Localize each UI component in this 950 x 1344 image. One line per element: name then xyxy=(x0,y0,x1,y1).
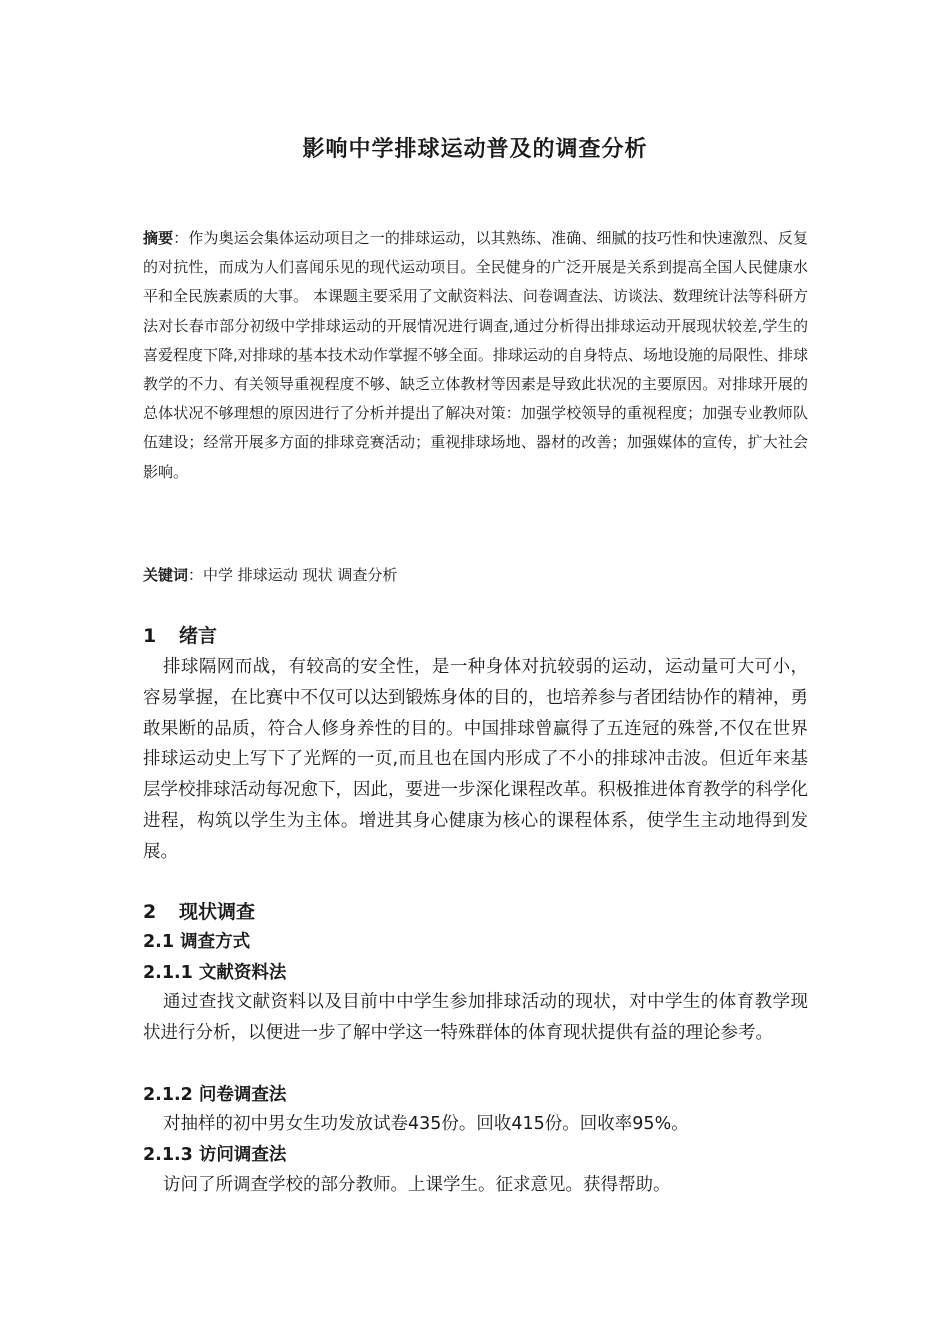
section-1-heading xyxy=(143,622,217,650)
subsection-2-1-2-heading: 2.1.2 问卷调查法 xyxy=(143,1085,287,1105)
subsection-2-1-3-paragraph: 访问了所调查学校的部分教师。上课学生。征求意见。获得帮助。 xyxy=(163,1175,671,1195)
document-title: 影响中学排球运动普及的调查分析 xyxy=(302,137,648,162)
section-1-title: 绪言 xyxy=(179,625,218,647)
keywords-label-separator: ： xyxy=(188,566,204,584)
abstract-paragraph xyxy=(143,224,808,487)
section-2-title: 现状调查 xyxy=(179,901,256,923)
abstract-text: 作为奥运会集体运动项目之一的排球运动，以其熟练、准确、细腻的技巧性和快速激烈、反复的对抗性，而成为人们喜闻乐见的现代运动项目。全民健身的广泛开展是关系到提高全国人民健康水平和全民族素质的大事。 本课题主要采用了文献资料法、问卷调查法、访谈法、数理统计法等科研方法对长春市部分初级中学排球运动的开展情况进行调查,通过分析得出排球运动开展现状较差,学生的喜爱程度下降,对排球的基本技术动作掌握不够全面。排球运动的自身特点、场地设施的局限性、排球教学的不力、有关领导重视程度不够、缺乏立体教材等因素是导致此状况的主要原因。对排球开展的总体状况不够理想的原因进行了分析并提出了解决对策：加强学校领导的重视程度；加强专业教师队伍建设；经常开展多方面的排球竞赛活动；重视排球场地、器材的改善；加强媒体的宣传，扩大社会影响。 xyxy=(143,229,808,481)
section-2-number: 2 xyxy=(143,901,157,923)
abstract-label: 摘要 xyxy=(143,229,174,247)
subsection-2-1-heading: 2.1 调查方式 xyxy=(143,932,251,952)
subsection-2-1-3-heading: 2.1.3 访问调查法 xyxy=(143,1145,287,1165)
subsection-2-1-1-paragraph: 通过查找文献资料以及目前中中学生参加排球活动的现状，对中学生的体育教学现状进行分析，以便进一步了解中学这一特殊群体的体育现状提供有益的理论参考。 xyxy=(143,992,808,1043)
subsection-2-1-1-heading: 2.1.1 文献资料法 xyxy=(143,963,287,983)
section-2-heading xyxy=(143,898,255,926)
subsection-2-1-2-paragraph: 对抽样的初中男女生功发放试卷435份。回收415份。回收率95%。 xyxy=(163,1114,689,1134)
abstract-label-separator: ： xyxy=(173,229,189,247)
keywords-label: 关键词 xyxy=(143,566,189,584)
keywords-text: 中学 排球运动 现状 调查分析 xyxy=(203,566,398,584)
section-1-paragraph: 排球隔网而战，有较高的安全性，是一种身体对抗较弱的运动，运动量可大可小，容易掌握，在比赛中不仅可以达到锻炼身体的目的，也培养参与者团结协作的精神，勇敢果断的品质，符合人修身养性的目的。中国排球曾赢得了五连冠的殊誉,不仅在世界排球运动史上写下了光辉的一页,而且也在国内形成了不小的排球冲击波。但近年来基层学校排球活动每况愈下，因此，要进一步深化课程改革。积极推进体育教学的科学化进程，构筑以学生为主体。增进其身心健康为核心的课程体系，使学生主动地得到发展。 xyxy=(143,657,808,862)
section-1-number: 1 xyxy=(143,625,157,647)
keywords-line xyxy=(143,562,808,588)
